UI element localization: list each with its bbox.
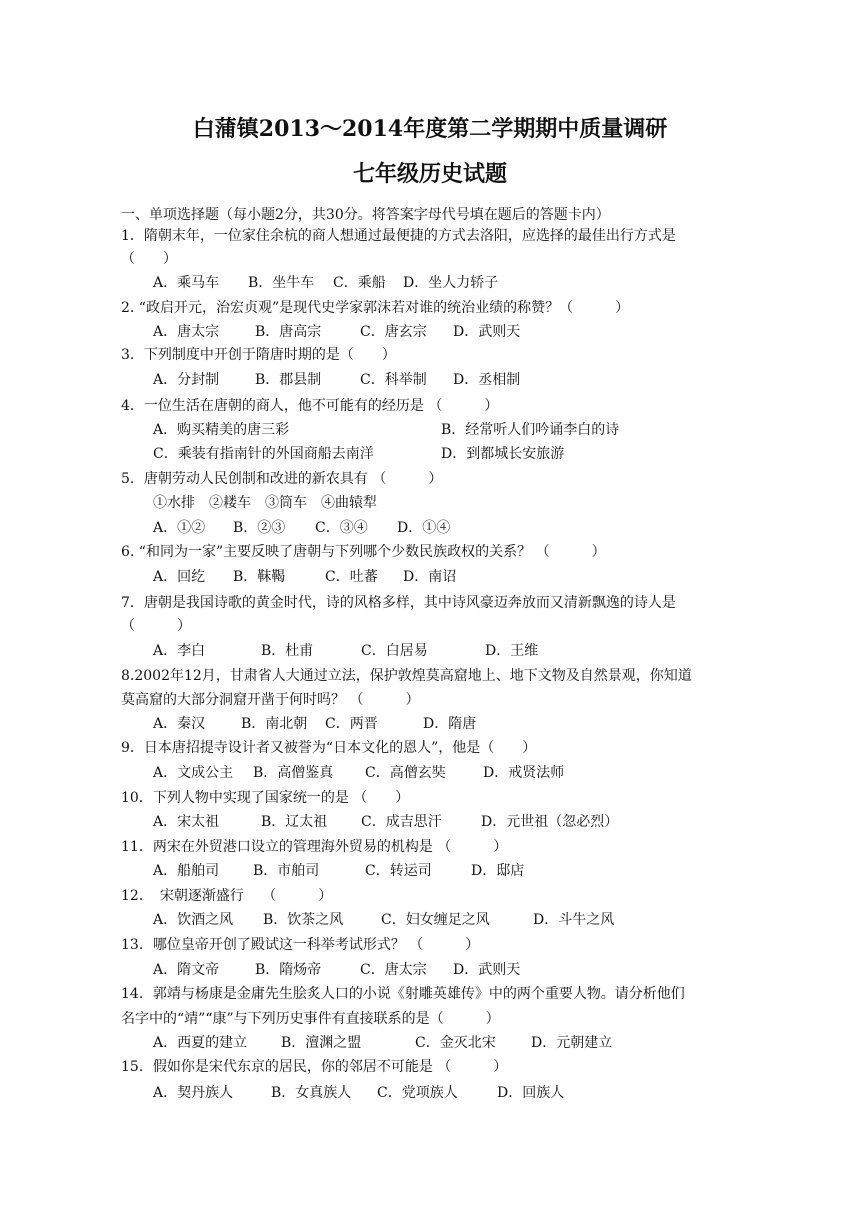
answer-option: D．到都城长安旅游: [441, 446, 565, 462]
answer-option: A．秦汉: [153, 716, 206, 732]
answer-option: D．武则天: [453, 962, 521, 978]
answer-option: D．武则天: [453, 324, 521, 340]
answer-option: B．辽太祖: [261, 814, 328, 830]
answer-option: D．南诏: [403, 569, 457, 585]
question-1-stem: 1．隋朝末年，一位家住余杭的商人想通过最便捷的方式去洛阳，应选择的最佳出行方式是: [121, 228, 676, 244]
answer-option: A．宋太祖: [153, 814, 220, 830]
question-3-stem: 3．下列制度中开创于隋唐时期的是（ ）: [121, 347, 396, 363]
answer-option: B．南北朝: [241, 716, 308, 732]
answer-option: D．回族人: [497, 1085, 565, 1101]
page-subtitle: 七年级历史试题: [352, 161, 507, 187]
answer-option: C．唐玄宗: [360, 324, 427, 340]
answer-option: D．隋唐: [423, 716, 477, 732]
answer-option: D．①④: [397, 520, 451, 536]
question-9-stem: 9．日本唐招提寺设计者又被誉为“日本文化的恩人”，他是（ ）: [121, 740, 537, 756]
answer-option: C．乘船: [333, 275, 386, 291]
answer-option: D．元朝建立: [531, 1035, 613, 1051]
answer-option: C．白居易: [361, 643, 428, 659]
question-2-stem: 2. “政启开元，治宏贞观”是现代史学家郭沫若对谁的统治业绩的称赞？（ ）: [121, 300, 630, 316]
answer-option: C．妇女缠足之风: [381, 912, 490, 928]
question-7-stem: 7．唐朝是我国诗歌的黄金时代，诗的风格多样，其中诗风豪迈奔放而又清新飘逸的诗人是: [121, 595, 676, 611]
answer-option: D．斗牛之风: [533, 912, 615, 928]
answer-option: D．邸店: [471, 863, 525, 879]
answer-option: C．两晋: [325, 716, 378, 732]
answer-option: A．契丹族人: [153, 1085, 234, 1101]
answer-option: A．船舶司: [153, 863, 220, 879]
answer-option: B．女真族人: [271, 1085, 352, 1101]
answer-option: A．乘马车: [153, 275, 220, 291]
question-5-stem-line-2: ①水排 ②耧车 ③筒车 ④曲辕犁: [153, 495, 377, 511]
answer-option: C．成吉思汗: [361, 814, 442, 830]
answer-option: C．唐太宗: [360, 962, 427, 978]
answer-option: B．隋炀帝: [255, 962, 322, 978]
answer-option: C．转运司: [365, 863, 432, 879]
answer-option: D．戒贤法师: [483, 765, 565, 781]
answer-option: C．③④: [315, 520, 368, 536]
answer-option: B．坐牛车: [248, 275, 315, 291]
answer-option: A．隋文帝: [153, 962, 220, 978]
question-8-stem: 8.2002年12月，甘肃省人大通过立法，保护敦煌莫高窟地上、地下文物及自然景观，你知道: [121, 668, 692, 684]
answer-option: B．高僧鉴真: [253, 765, 334, 781]
answer-option: B．靺鞨: [233, 569, 286, 585]
answer-option: A．购买精美的唐三彩: [153, 422, 290, 438]
answer-option: B．饮茶之风: [263, 912, 344, 928]
answer-option: C．科举制: [360, 372, 427, 388]
question-15-stem: 15．假如你是宋代东京的居民，你的邻居不可能是 （ ）: [121, 1059, 508, 1075]
answer-option: A．①②: [153, 520, 206, 536]
page-title: 白蒲镇2013～2014年度第二学期期中质量调研: [192, 116, 668, 142]
answer-option: A．分封制: [153, 372, 220, 388]
question-8-stem-line-2: 莫高窟的大部分洞窟开凿于何时吗？ （ ）: [121, 692, 420, 708]
answer-option: B．市舶司: [253, 863, 320, 879]
question-4-stem: 4．一位生活在唐朝的商人，他不可能有的经历是 （ ）: [121, 398, 499, 414]
answer-option: A．西夏的建立: [153, 1035, 248, 1051]
question-1-stem-line-2: （ ）: [121, 251, 177, 267]
answer-option: A．回纥: [153, 569, 206, 585]
question-10-stem: 10．下列人物中实现了国家统一的是 （ ）: [121, 790, 410, 806]
answer-option: C．高僧玄奘: [365, 765, 446, 781]
answer-option: A．文成公主: [153, 765, 234, 781]
answer-option: D．丞相制: [453, 372, 521, 388]
answer-option: D．王维: [485, 643, 539, 659]
question-5-stem: 5．唐朝劳动人民创制和改进的新农具有 （ ）: [121, 471, 443, 487]
answer-option: C．吐蕃: [325, 569, 378, 585]
answer-option: B．杜甫: [261, 643, 314, 659]
answer-option: C．乘装有指南针的外国商船去南洋: [153, 446, 374, 462]
question-14-stem-line-2: 名字中的“靖”“康”与下列历史事件有直接联系的是（ ）: [121, 1011, 500, 1027]
answer-option: C．金灭北宋: [415, 1035, 496, 1051]
question-6-stem: 6. “和同为一家”主要反映了唐朝与下列哪个少数民族政权的关系？ （ ）: [121, 544, 606, 560]
answer-option: B．经常听人们吟诵李白的诗: [441, 422, 620, 438]
answer-option: B．唐高宗: [255, 324, 322, 340]
answer-option: D．坐人力轿子: [403, 275, 499, 291]
answer-option: B．澶渊之盟: [281, 1035, 362, 1051]
question-7-stem-line-2: （ ）: [121, 618, 191, 634]
section-heading: 一、单项选择题（每小题2分，共30分。将答案字母代号填在题后的答题卡内）: [121, 207, 610, 223]
answer-option: B．郡县制: [255, 372, 322, 388]
answer-option: D．元世祖（忽必烈）: [481, 814, 619, 830]
question-14-stem: 14．郭靖与杨康是金庸先生脍炙人口的小说《射雕英雄传》中的两个重要人物。请分析他们: [121, 986, 685, 1002]
question-13-stem: 13．哪位皇帝开创了殿试这一科举考试形式？ （ ）: [121, 937, 480, 953]
answer-option: A．李白: [153, 643, 206, 659]
answer-option: A．唐太宗: [153, 324, 220, 340]
answer-option: B．②③: [233, 520, 286, 536]
question-11-stem: 11．两宋在外贸港口设立的管理海外贸易的机构是 （ ）: [121, 839, 508, 855]
question-12-stem: 12． 宋朝逐渐盛行 （ ）: [121, 888, 333, 904]
answer-option: A．饮酒之风: [153, 912, 234, 928]
answer-option: C．党项族人: [377, 1085, 458, 1101]
